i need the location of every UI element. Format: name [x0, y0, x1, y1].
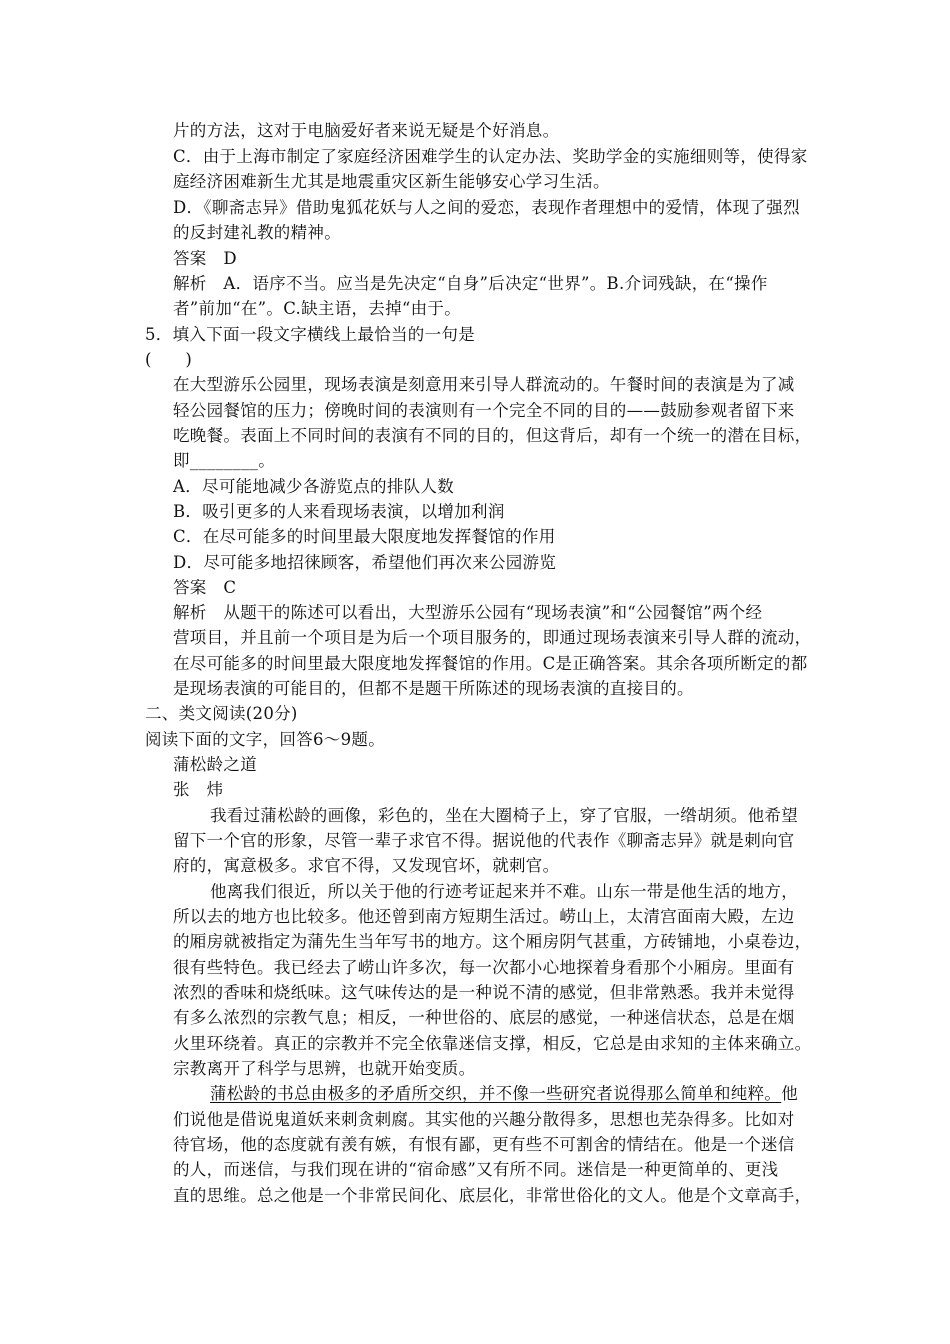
passage-line: 吃晚餐。表面上不同时间的表演有不同的目的，但这背后，却有一个统一的潜在目标， — [173, 426, 812, 445]
article-line: 的人，而迷信，与我们现在讲的“宿命感”又有所不同。迷信是一种更简单的、更浅 — [173, 1160, 779, 1179]
text-line: 片的方法，这对于电脑爱好者来说无疑是个好消息。 — [173, 121, 560, 140]
article-line: 所以去的地方也比较多。他还曾到南方短期生活过。崂山上，太清宫面南大殿，左边 — [173, 907, 795, 926]
article-line: 很有些特色。我已经去了崂山许多次，每一次都小心地探着身看那个小厢房。里面有 — [173, 958, 795, 977]
article-line: 我看过蒲松龄的画像，彩色的，坐在大圈椅子上，穿了官服，一绺胡须。他希望 — [210, 806, 798, 825]
option-b: B．吸引更多的人来看现场表演，以增加利润 — [173, 502, 505, 521]
instruction-line: 阅读下面的文字，回答6～9题。 — [145, 730, 385, 749]
section-heading: 二、类文阅读(20分) — [145, 704, 298, 723]
article-line: 他离我们很近，所以关于他的行迹考证起来并不难。山东一带是他生活的地方， — [210, 882, 798, 901]
article-line: 的厢房就被指定为蒲先生当年写书的地方。这个厢房阴气甚重，方砖铺地，小桌卷边， — [173, 932, 812, 951]
option-a: A．尽可能地减少各游览点的排队人数 — [173, 477, 455, 496]
article-line: 直的思维。总之他是一个非常民间化、底层化，非常世俗化的文人。他是个文章高手， — [173, 1186, 812, 1205]
passage-line: 在大型游乐公园里，现场表演是刻意用来引导人群流动的。午餐时间的表演是为了减 — [173, 375, 795, 394]
article-line: 府的，寓意极多。求官不得，又发现官坏，就刺官。 — [173, 856, 560, 875]
article-line: 火里环绕着。真正的宗教并不完全依靠迷信支撑，相反，它总是由求知的主体来确立。 — [173, 1034, 812, 1053]
text-line: 者”前加“在”。C.缺主语，去掉“由于。 — [173, 299, 462, 318]
article-title: 蒲松龄之道 — [173, 755, 257, 774]
passage-blank-line: 即________。 — [173, 451, 275, 470]
article-line: 有多么浓烈的宗教气息；相反，一种世俗的、底层的感觉，一种迷信状态，总是在烟 — [173, 1008, 795, 1027]
option-d: D．尽可能多地招徕顾客，希望他们再次来公园游览 — [173, 553, 557, 572]
article-line: 浓烈的香味和烧纸味。这气味传达的是一种说不清的感觉，但非常熟悉。我并未觉得 — [173, 983, 795, 1002]
underlined-sentence-line — [210, 1084, 798, 1104]
analysis-line: 在尽可能多的时间里最大限度地发挥餐馆的作用。C是正确答案。其余各项所断定的都 — [173, 654, 808, 673]
text-line: 庭经济困难新生尤其是地震重灾区新生能够安心学习生活。 — [173, 172, 610, 191]
article-line: 们说他是借说鬼道妖来刺贪刺腐。其实他的兴趣分散得多，思想也芜杂得多。比如对 — [173, 1110, 795, 1129]
option-c-line: C．由于上海市制定了家庭经济困难学生的认定办法、奖助学金的实施细则等，使得家 — [173, 147, 808, 166]
text-line: 的反封建礼教的精神。 — [173, 223, 341, 242]
article-line: 宗教离开了科学与思辨，也就开始变质。 — [173, 1059, 476, 1078]
analysis-line: 解析 从题干的陈述可以看出，大型游乐公园有“现场表演”和“公园餐馆”两个经 — [173, 603, 763, 622]
question-5-title: 5．填入下面一段文字横线上最恰当的一句是 — [145, 325, 475, 344]
analysis-line: 营项目，并且前一个项目是为后一个项目服务的，即通过现场表演来引导人群的流动， — [173, 628, 812, 647]
answer-line: 答案 C — [173, 578, 237, 597]
answer-blank: ( ) — [145, 350, 193, 369]
article-fragment: 他 — [781, 1084, 799, 1103]
analysis-line: 解析 A．语序不当。应当是先决定“自身”后决定“世界”。B.介词残缺，在“操作 — [173, 274, 768, 293]
article-line: 留下一个官的形象，尽管一辈子求官不得。据说他的代表作《聊斋志异》就是刺向官 — [173, 831, 795, 850]
analysis-line: 是现场表演的可能目的，但都不是题干所陈述的现场表演的直接目的。 — [173, 679, 694, 698]
option-c: C．在尽可能多的时间里最大限度地发挥餐馆的作用 — [173, 527, 556, 546]
article-line: 待官场，他的态度就有羡有嫉，有恨有鄙，更有些不可割舍的情结在。他是一个迷信 — [173, 1135, 795, 1154]
underlined-sentence: 蒲松龄的书总由极多的矛盾所交织，并不像一些研究者说得那么简单和纯粹。 — [210, 1084, 782, 1103]
option-d-line: D．《聊斋志异》借助鬼狐花妖与人之间的爱恋，表现作者理想中的爱情，体现了强烈 — [173, 198, 800, 217]
answer-line: 答案 D — [173, 249, 237, 268]
passage-line: 轻公园餐馆的压力；傍晚时间的表演则有一个完全不同的目的——鼓励参观者留下来 — [173, 401, 795, 420]
article-author: 张 炜 — [173, 780, 224, 799]
